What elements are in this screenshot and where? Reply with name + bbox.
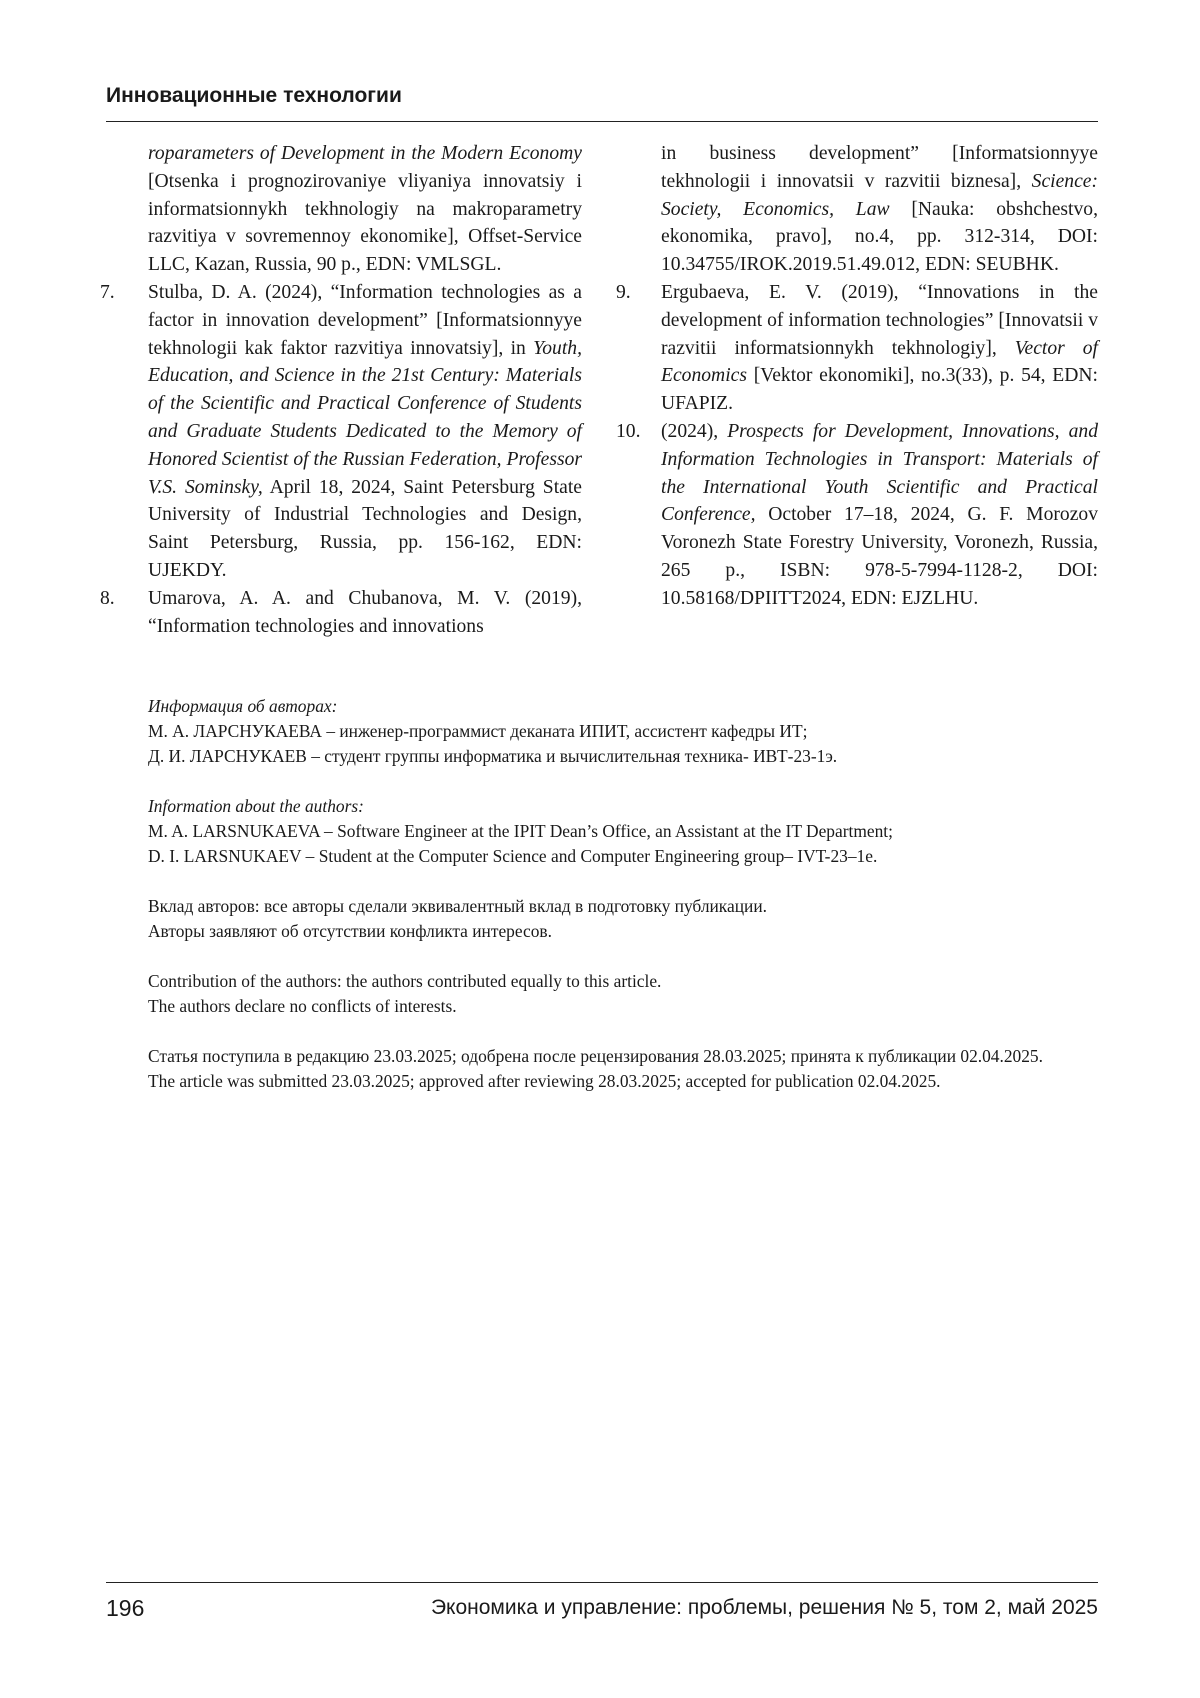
- reference-number: 9.: [616, 279, 631, 307]
- reference-text: [Vektor ekonomiki], no.3(33), p. 54, EDN: UFAPIZ.: [661, 365, 1098, 414]
- footer-rule: [106, 1582, 1098, 1583]
- header-rule: [106, 121, 1098, 122]
- reference-text: (2024),: [661, 421, 727, 442]
- reference-continued: [148, 140, 582, 279]
- article-info: [148, 694, 1098, 1094]
- reference-text: Stulba, D. A. (2024), “Information technologies as a factor in innovation development” [Informatsionnyye tekhnologii kak faktor razvitiya innovatsiy], in: [148, 282, 582, 359]
- reference-text: Ergubaeva, E. V. (2019), “Innovations in the development of information technologies” [Innovatsii v razvitii informatsionnykh tekhnologiy],: [661, 282, 1098, 359]
- reference-10: [661, 418, 1098, 613]
- page-number: 196: [106, 1595, 144, 1622]
- reference-9: [661, 279, 1098, 418]
- reference-text: [Otsenka i prognozirovaniye vliyaniya innovatsiy i informatsionnykh tekhnologiy na makroparametry razvitiya v sovremennoy ekonomike], Offset-Service LLC, Kazan, Russia, 90 p., EDN: VMLSGL.: [148, 171, 582, 275]
- references-left-column: [148, 140, 582, 640]
- contribution-en: Contribution of the authors: the authors contributed equally to this article.: [148, 969, 1098, 994]
- reference-number: 8.: [100, 585, 115, 613]
- reference-text: Umarova, A. A. and Chubanova, M. V. (2019), “Information technologies and innovations: [148, 588, 582, 637]
- references-right-column: [661, 140, 1098, 613]
- reference-number: 10.: [616, 418, 641, 446]
- authors-en-heading: Information about the authors:: [148, 794, 1098, 819]
- reference-title: Vector of Economics: [661, 338, 1098, 387]
- reference-text: [Nauka: obshchestvo, ekonomika, pravo], no.4, pp. 312-314, DOI: 10.34755/IROK.2019.51.49.012, EDN: SEUBHK.: [661, 199, 1098, 276]
- reference-text: October 17–18, 2024, G. F. Morozov Voronezh State Forestry University, Voronezh, Russia, 265 p., ISBN: 978-5-7994-1128-2, DOI: 10.58168/DPIITT2024, EDN: EJZLHU.: [661, 504, 1098, 608]
- dates-ru: Статья поступила в редакцию 23.03.2025; одобрена после рецензирования 28.03.2025; принята к публикации 02.04.2025.: [148, 1044, 1098, 1069]
- author-ru-1: М. А. ЛАРСНУКАЕВА – инженер-программист деканата ИПИТ, ассистент кафедры ИТ;: [148, 719, 1098, 744]
- author-en-2: D. I. LARSNUKAEV – Student at the Computer Science and Computer Engineering group– IVT-23–1e.: [148, 844, 1098, 869]
- authors-ru-heading: Информация об авторах:: [148, 694, 1098, 719]
- reference-title: Prospects for Development, Innovations, and Information Technologies in Transport: Materials of the International Youth Scientific and Practical Conference,: [661, 421, 1098, 525]
- reference-number: 7.: [100, 279, 115, 307]
- reference-title: Science: Society, Economics, Law: [661, 171, 1098, 220]
- contribution-ru: Вклад авторов: все авторы сделали эквивалентный вклад в подготовку публикации.: [148, 894, 1098, 919]
- reference-text: April 18, 2024, Saint Petersburg State University of Industrial Technologies and Design, Saint Petersburg, Russia, pp. 156-162, EDN: UJEKDY.: [148, 477, 582, 581]
- reference-title: roparameters of Development in the Modern Economy: [148, 143, 582, 164]
- author-ru-2: Д. И. ЛАРСНУКАЕВ – студент группы информатика и вычислительная техника- ИВТ-23-1э.: [148, 744, 1098, 769]
- journal-citation: Экономика и управление: проблемы, решения № 5, том 2, май 2025: [431, 1596, 1098, 1620]
- reference-title: Youth, Education, and Science in the 21st Century: Materials of the Scientific and Practical Conference of Students and Graduate Students Dedicated to the Memory of Honored Scientist of the Russian Federation, Professor V.S. Sominsky,: [148, 338, 582, 498]
- author-en-1: M. A. LARSNUKAEVA – Software Engineer at the IPIT Dean’s Office, an Assistant at the IT Department;: [148, 819, 1098, 844]
- conflict-ru: Авторы заявляют об отсутствии конфликта интересов.: [148, 919, 1098, 944]
- dates-en: The article was submitted 23.03.2025; approved after reviewing 28.03.2025; accepted for publication 02.04.2025.: [148, 1069, 1098, 1094]
- reference-8-continued: [661, 140, 1098, 279]
- reference-text: in business development” [Informatsionnyye tekhnologii i innovatsii v razvitii biznesa],: [661, 143, 1098, 192]
- reference-7: [148, 279, 582, 585]
- reference-8: [148, 585, 582, 641]
- conflict-en: The authors declare no conflicts of interests.: [148, 994, 1098, 1019]
- running-header: Инновационные технологии: [106, 84, 402, 108]
